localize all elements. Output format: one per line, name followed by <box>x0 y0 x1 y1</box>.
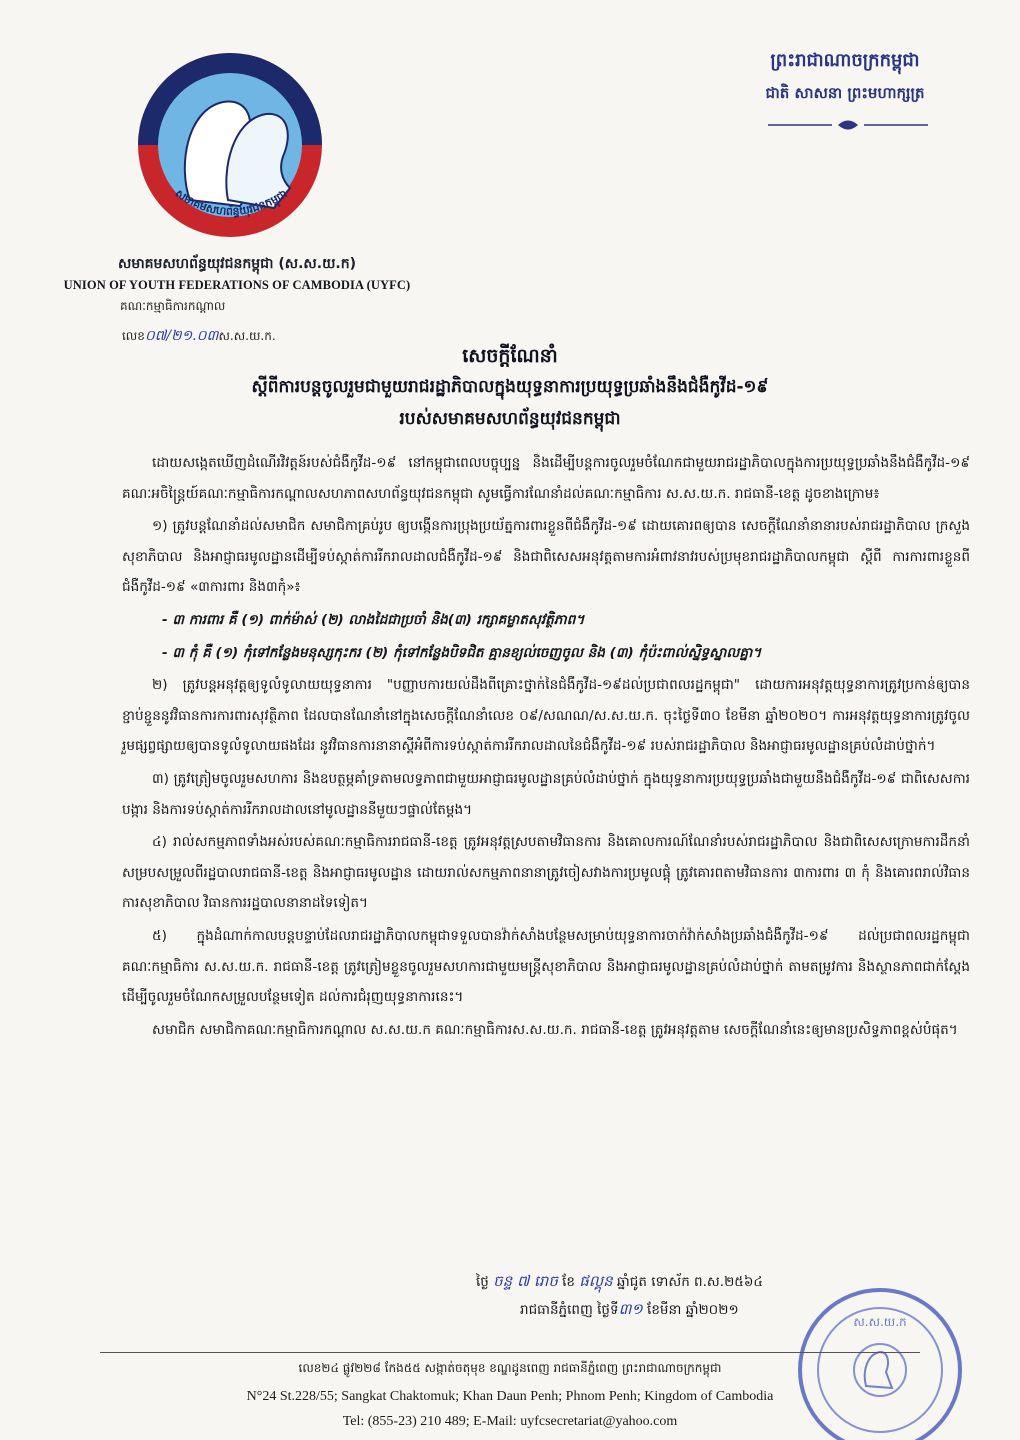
lunar-day-handwritten: ចន្ទ ៧ រោច <box>493 1272 558 1290</box>
org-name-kh: សមាគមសហព័ន្ធយុវជនកម្ពុជា (ស.ស.យ.ក) <box>117 256 357 272</box>
ornament-divider <box>768 118 928 132</box>
document-subject-line2: របស់សមាគមសហព័ន្ធយុវជនកម្ពុជា <box>399 409 621 429</box>
solar-day-handwritten: ៣១ <box>618 1300 643 1318</box>
item-5: ៥) ក្នុងដំណាក់កាលបន្តបន្ទាប់ដែលរាជរដ្ឋាភិបាលកម្ពុជាទទួលបានវ៉ាក់សាំងបន្ថែមសម្រាប់យុទ្ធនាការចាក់វ៉ាក់សាំងប្រឆាំងជំងឺកូវីដ-១៩ ដល់ប្រជាពលរដ្ឋកម្ពុជា គណៈកម្មាធិការ ស.ស.យ.ក. រាជធានី-ខេត្ត ត្រូវត្រៀមខ្លួនចូលរួមសហការជាមួយមន្ត្រីសុខាភិបាល និងអាជ្ញាធរមូលដ្ឋានគ្រប់លំដាប់ថ្នាក់ តាមតម្រូវការ និងស្ថានភាពជាក់ស្តែង ដើម្បីចូលរួមចំណែកសម្រួលបន្ថែមទៀត ដល់ការជំរុញយុទ្ធនាការនេះ។ <box>122 927 970 1006</box>
stamp-text: ស.ស.យ.ក <box>853 1315 907 1329</box>
closing-paragraph: សមាជិក សមាជិកាគណៈកម្មាធិការកណ្តាល ស.ស.យ.ក គណៈកម្មាធិការស.ស.យ.ក. រាជធានី-ខេត្ត ត្រូវអនុវត្តតាម សេចក្តីណែនាំនេះឲ្យមានប្រសិទ្ធភាពខ្ពស់បំផុត។ <box>152 1021 958 1038</box>
item-4: ៤) រាល់សកម្មភាពទាំងអស់របស់គណៈកម្មាធិការរាជធានី-ខេត្ត ត្រូវអនុវត្តស្របតាមវិធានការ និងគោលការណ៍ណែនាំរបស់រាជរដ្ឋាភិបាល និងជាពិសេសក្រោមការដឹកនាំសម្របសម្រួលពីរដ្ឋបាលរាជធានី-ខេត្ត និងអាជ្ញាធរមូលដ្ឋាន ដោយរាល់សកម្មភាពនានាត្រូវចៀសវាងការប្រមូលផ្តុំ ត្រូវគោរពតាមវិធានការ ៣ការពារ ៣ កុំ និងគោរពរាល់វិធានការសុខាភិបាល វិធានការរដ្ឋបាលនានាដទៃទៀត។ <box>122 834 970 912</box>
item-3: ៣) ត្រូវត្រៀមចូលរួមសហការ និងឧបត្ថម្ភគាំទ្រតាមលទ្ធភាពជាមួយអាជ្ញាធរមូលដ្ឋានគ្រប់លំដាប់ថ្នាក់ ក្នុងយុទ្ធនាការប្រយុទ្ធប្រឆាំងជាមួយនឹងជំងឺកូវីដ-១៩ ជាពិសេសការបង្ការ និងការទប់ស្កាត់ការរីករាលដាលនៅមូលដ្ឋាននីមួយៗផ្ទាល់តែម្តង។ <box>122 770 970 818</box>
org-subtitle: គណៈកម្មាធិការកណ្តាល <box>120 299 226 313</box>
lunar-suffix: ឆ្នាំជូត ទោស័ក ព.ស.២៥៦៤ <box>616 1274 763 1290</box>
ref-handwritten: ០៧/២១.០៣ <box>144 328 219 344</box>
footer-contact: Tel: (855-23) 210 489; E-Mail: uyfcsecretariat@yahoo.com <box>342 1414 678 1429</box>
lunar-month-handwritten: ផល្គុន <box>579 1272 613 1290</box>
footer-divider <box>100 1352 920 1353</box>
org-name-en: UNION OF YOUTH FEDERATIONS OF CAMBODIA (UYFC) <box>63 278 411 292</box>
ref-suffix: ស.ស.យ.ក. <box>218 329 276 343</box>
lunar-prefix: ថ្ងៃ <box>476 1274 489 1290</box>
item-2: ២) ត្រូវបន្តអនុវត្តឲ្យទូលំទូលាយយុទ្ធនាការ "បញ្ញាបការយល់ដឹងពីគ្រោះថ្នាក់នៃជំងឺកូវីដ-១៩ដល់ប្រជាពលរដ្ឋកម្ពុជា" ដោយការអនុវត្តយុទ្ធនាការត្រូវប្រកាន់ឲ្យបានខ្ជាប់ខ្ជួននូវវិធានការការពារសុវត្ថិភាព ដែលបានណែនាំនៅក្នុងសេចក្តីណែនាំលេខ ០៩/សណណ/ស.ស.យ.ក. ចុះថ្ងៃទី៣០ ខែមីនា ឆ្នាំ២០២០។ ការអនុវត្តយុទ្ធនាការត្រូវចូលរួមផ្សព្វផ្សាយឲ្យបានទូលំទូលាយផងដែរ នូវវិធានការនានាស្តីអំពីការទប់ស្កាត់ការរីករាលដាលនៃជំងឺកូវីដ-១៩ របស់រាជរដ្ឋាភិបាល និងអាជ្ញាធរមូលដ្ឋានគ្រប់លំដាប់ថ្នាក់។ <box>122 677 970 755</box>
item-1: ១) ត្រូវបន្តណែនាំដល់សមាជិក សមាជិកាគ្រប់រូប ឲ្យបង្កើនការប្រុងប្រយ័ត្នការពារខ្លួនពីជំងឺកូវីដ-១៩ ដោយគោរពឲ្យបាន សេចក្តីណែនាំនានារបស់រាជរដ្ឋាភិបាល ក្រសួងសុខាភិបាល និងអាជ្ញាធរមូលដ្ឋានដើម្បីទប់ស្កាត់ការរីករាលដាលជំងឺកូវីដ-១៩ និងជាពិសេសអនុវត្តតាមការអំពាវនាវរបស់ប្រមុខរាជរដ្ឋាភិបាលកម្ពុជា ស្តីពី ការការពារខ្លួនពីជំងឺកូវីដ-១៩ «៣ការពារ និង៣កុំ»៖ <box>122 518 971 596</box>
document-body <box>122 448 970 1047</box>
intro-paragraph: ដោយសង្កេតឃើញដំណើរវិវត្តន៍របស់ជំងឺកូវីដ-១៩ នៅកម្ពុជាពេលបច្ចុប្បន្ន និងដើម្បីបន្តការចូលរួមចំណែកជាមួយរាជរដ្ឋាភិបាលក្នុងការប្រយុទ្ធប្រឆាំងនឹងជំងឺកូវីដ-១៩ គណៈអចិន្ត្រៃយ៍គណៈកម្មាធិការកណ្តាលសហភាពសហព័ន្ធយុវជនកម្ពុជា សូមធ្វើការណែនាំដល់គណៈកម្មាធិការ ស.ស.យ.ក. រាជធានី-ខេត្ត ដូចខាងក្រោម៖ <box>122 455 970 502</box>
kingdom-title: ព្រះរាជាណាចក្រកម្ពុជា <box>770 50 920 71</box>
document-title: សេចក្តីណែនាំ <box>462 345 558 367</box>
footer-address-kh: លេខ២៤ ផ្លូវ២២៨ កែង៥៥ សង្កាត់ចតុមុខ ខណ្ឌដូនពេញ រាជធានីភ្នំពេញ ព្រះរាជាណាចក្រកម្ពុជា <box>298 1361 722 1375</box>
document-subject: ស្តីពីការបន្តចូលរួមជាមួយរាជរដ្ឋាភិបាលក្នុងយុទ្ធនាការប្រយុទ្ធប្រឆាំងនឹងជំងឺកូវីដ-១៩ <box>251 377 769 397</box>
solar-suffix: ខែមីនា ឆ្នាំ២០២១ <box>647 1302 739 1318</box>
uyfc-logo <box>128 50 333 240</box>
lunar-month-prefix: ខែ <box>562 1274 575 1290</box>
bullet-three-dont: - ៣ កុំ គឺ (១) កុំទៅកន្លែងមនុស្សកុះករ (២) កុំទៅកន្លែងបិទជិត គ្មានខ្យល់ចេញចូល និង (៣) កុំប៉ះពាល់ស្និទ្ធស្នាលគ្នា។ <box>162 644 762 661</box>
solar-prefix: រាជធានីភ្នំពេញ ថ្ងៃទី <box>520 1302 619 1318</box>
national-motto: ជាតិ សាសនា ព្រះមហាក្សត្រ <box>765 84 925 102</box>
ref-prefix: លេខ <box>122 329 145 343</box>
bullet-three-protect: - ៣ ការពារ គឺ (១) ពាក់ម៉ាស់ (២) លាងដៃជាប្រចាំ និង(៣) រក្សាគម្លាតសុវត្ថិភាព។ <box>162 611 585 628</box>
footer-address-en: N°24 St.228/55; Sangkat Chaktomuk; Khan Daun Penh; Phnom Penh; Kingdom of Cambodia <box>246 1389 774 1404</box>
logo-caption: សមាគមសហព័ន្ធយុវជនកម្ពុជា <box>172 186 290 219</box>
